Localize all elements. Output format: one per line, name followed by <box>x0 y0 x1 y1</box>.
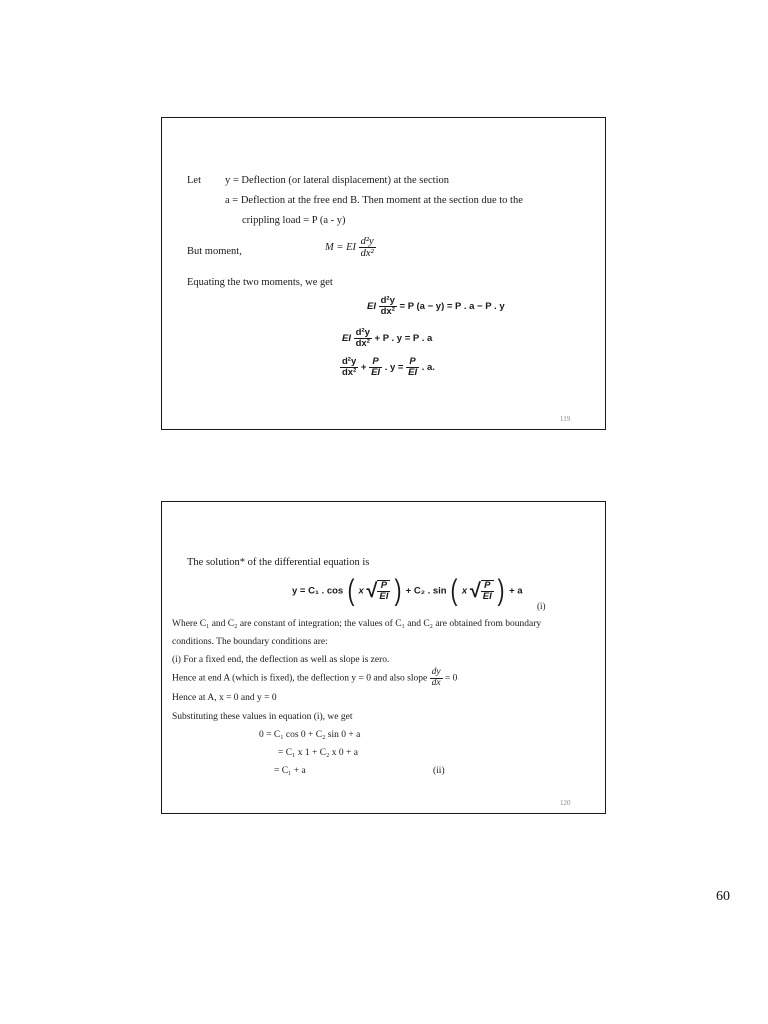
substitution-line-3: = C₁ + a <box>274 766 306 776</box>
equation-1: EI $\frac{\text{d²y}}{\text{dx²}}$ = P (a − y) = P . a − P . y <box>367 295 505 317</box>
slide-number: 120 <box>560 799 571 807</box>
equation-label-i: (i) <box>537 601 546 611</box>
let-label: Let <box>187 175 201 186</box>
substitution-line-2: = C₁ x 1 + C₂ x 0 + a <box>278 748 358 758</box>
crippling-load-text: crippling load = P (a - y) <box>242 215 346 226</box>
hence-end-a-line: Hence at end A (which is fixed), the deflection y = 0 and also slope $\frac{dy}{dx}$ = 0 <box>172 667 458 688</box>
substitution-line-1: 0 = C₁ cos 0 + C₂ sin 0 + a <box>259 730 361 740</box>
fixed-end-text: (i) For a fixed end, the deflection as well as slope is zero. <box>172 655 390 665</box>
a-definition: a = Deflection at the free end B. Then moment at the section due to the <box>225 195 523 206</box>
slide-number: 119 <box>560 415 571 423</box>
y-definition: y = Deflection (or lateral displacement) at the section <box>225 175 449 186</box>
equating-text: Equating the two moments, we get <box>187 277 333 288</box>
where-line-2: conditions. The boundary conditions are: <box>172 637 328 647</box>
equation-label-ii: (ii) <box>433 766 445 776</box>
solution-intro: The solution* of the differential equation is <box>187 557 370 568</box>
hence-at-a-text: Hence at A, x = 0 and y = 0 <box>172 693 277 703</box>
solution-equation: y = C₁ . cos ( x √ $\frac{P}{EI}$ ) + C₂ . sin ( x √ $\frac{P}{EI}$ ) + a <box>292 574 523 607</box>
but-moment-label: But moment, <box>187 246 242 257</box>
slope-fraction: $\frac{dy}{dx}$ <box>431 667 441 688</box>
page-number: 60 <box>716 889 730 904</box>
equation-2: EI $\frac{\text{d²y}}{\text{dx²}}$ + P . y = P . a <box>342 327 433 349</box>
moment-fraction: $\frac{\text{d²y}}{\text{dx²}}$ <box>360 236 374 260</box>
slide-119 <box>161 117 606 430</box>
moment-equation: M = EI $\frac{\text{d²y}}{\text{dx²}}$ <box>325 236 374 260</box>
where-line-1: Where C₁ and C₂ are constant of integration; the values of C₁ and C₂ are obtained from boundary <box>172 619 542 629</box>
equation-3: $\frac{\text{d²y}}{\text{dx²}}$ + $\frac{P}{EI}$ . y = $\frac{P}{EI}$ . a. <box>342 356 435 378</box>
slide-120 <box>161 501 606 814</box>
substituting-text: Substituting these values in equation (i), we get <box>172 712 353 722</box>
